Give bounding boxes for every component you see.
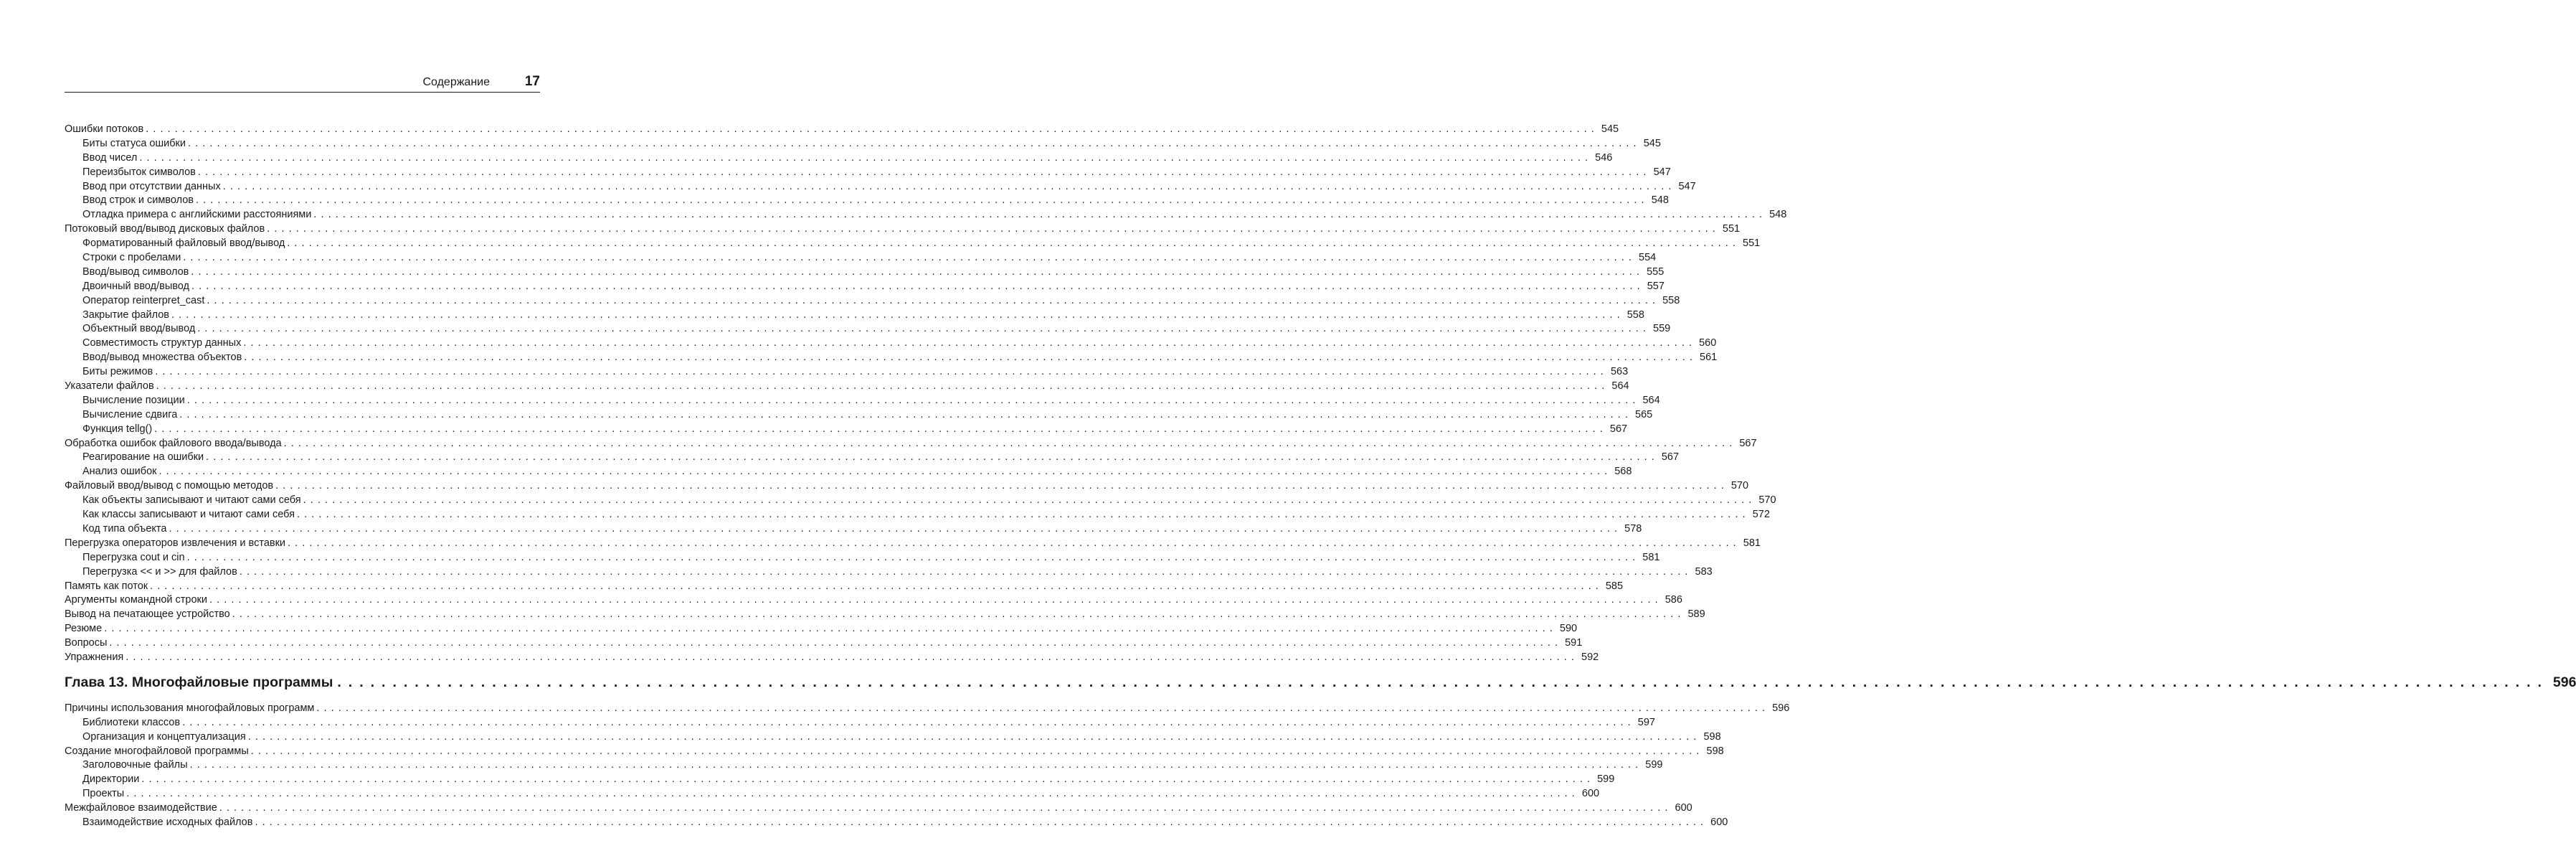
toc-entry-page: 567 xyxy=(1609,423,1628,435)
toc-entry[interactable] xyxy=(65,593,1682,608)
dot-leader: ........................................................................................................................................................................................................ xyxy=(296,509,1750,521)
toc-entry-title: Ввод/вывод множества объектов xyxy=(82,352,242,364)
dot-leader: ........................................................................................................................................................................................................ xyxy=(179,408,1632,420)
toc-entry-page: 600 xyxy=(1581,788,1600,800)
dot-leader: ........................................................................................................................................................................................................ xyxy=(247,730,1701,743)
dot-leader: ........................................................................................................................................................................................................ xyxy=(209,594,1662,606)
toc-entry-title: Упражнения xyxy=(65,651,124,663)
toc-entry-title: Заголовочные файлы xyxy=(82,759,188,771)
toc-entry[interactable] xyxy=(65,280,1665,294)
dot-leader: ........................................................................................................................................................................................................ xyxy=(186,394,1640,406)
toc-entry-title: Директории xyxy=(82,773,140,786)
toc-entry-page: 567 xyxy=(1661,451,1680,464)
dot-leader: ........................................................................................................................................................................................................ xyxy=(186,551,1640,563)
toc-entry[interactable] xyxy=(65,408,1653,423)
toc-entry-title: Биты режимов xyxy=(82,366,153,378)
dot-leader: ........................................................................................................................................................................................................ xyxy=(109,637,1563,649)
toc-entry[interactable] xyxy=(65,394,1660,408)
toc-entry-page: 548 xyxy=(1651,194,1669,207)
toc-entry[interactable] xyxy=(65,580,1624,594)
dot-leader: ........................................................................................................................................................................................................ xyxy=(267,223,1720,235)
dot-leader: ........................................................................................................................................................................................................ xyxy=(244,352,1697,364)
toc-entry-page: 563 xyxy=(1610,366,1629,378)
toc-entry-page: 591 xyxy=(1565,637,1583,649)
toc-entry[interactable] xyxy=(65,451,1680,465)
toc-entry[interactable] xyxy=(65,537,1761,551)
toc-entry-title: Оператор reinterpret_cast xyxy=(82,294,205,306)
toc-entry[interactable] xyxy=(65,208,1787,222)
toc-entry-page: 558 xyxy=(1626,309,1644,321)
toc-entry-page: 554 xyxy=(1639,252,1657,264)
toc-entry[interactable] xyxy=(65,166,1671,180)
toc-entry-title: Переизбыток символов xyxy=(82,166,196,178)
toc-entry-page: 589 xyxy=(1687,608,1705,621)
toc-entry-page: 590 xyxy=(1559,623,1578,635)
toc-entry-page: 561 xyxy=(1700,352,1718,364)
toc-entry-title: Ввод при отсутствии данных xyxy=(82,180,221,192)
dot-leader: ........................................................................................................................................................................................................ xyxy=(207,294,1660,306)
toc-entry-title: Ошибки потоков xyxy=(65,123,144,135)
toc-entry-title: Закрытие файлов xyxy=(82,309,169,321)
toc-entry-title: Ввод строк и символов xyxy=(82,194,194,207)
toc-entry[interactable] xyxy=(65,222,1741,237)
toc-entry-title: Объектный ввод/вывод xyxy=(82,323,196,335)
dot-leader: ........................................................................................................................................................................................................ xyxy=(187,137,1641,149)
toc-entry-page: 586 xyxy=(1665,594,1682,606)
toc-entry-page: 546 xyxy=(1595,151,1613,164)
toc-entry-page: 596 xyxy=(1772,702,1790,714)
toc-entry-page: 558 xyxy=(1662,294,1680,306)
toc-entry[interactable] xyxy=(65,745,1724,759)
toc-entry-title: Вычисление сдвига xyxy=(82,408,178,420)
toc-entry[interactable] xyxy=(65,294,1680,309)
toc-entry-title: Ввод чисел xyxy=(82,151,138,164)
toc-entry-page: 599 xyxy=(1597,773,1615,786)
toc-entry-title: Взаимодействие исходных файлов xyxy=(82,816,253,828)
toc-entry[interactable] xyxy=(65,194,1669,208)
dot-leader: ........................................................................................................................................................................................................ xyxy=(126,788,1579,800)
toc-entry[interactable] xyxy=(65,773,1615,787)
toc-entry-page: 578 xyxy=(1624,522,1642,535)
toc-entry-page: 557 xyxy=(1647,280,1665,292)
toc-entry[interactable] xyxy=(65,622,1578,636)
dot-leader: ........................................................................................................................................................................................................ xyxy=(171,309,1624,321)
toc-entry-page: 548 xyxy=(1769,209,1787,221)
toc-entry[interactable] xyxy=(65,180,1696,194)
toc-entry[interactable] xyxy=(65,337,1717,351)
header-page-number: 17 xyxy=(524,74,540,89)
toc-entry-title: Биты статуса ошибки xyxy=(82,137,186,149)
dot-leader: ........................................................................................................................................................................................................ xyxy=(183,252,1637,264)
toc-entry-page: 567 xyxy=(1739,437,1757,449)
toc-entry-page: 551 xyxy=(1743,237,1761,250)
toc-entry-title: Перегрузка cout и cin xyxy=(82,551,185,563)
toc-entry[interactable] xyxy=(65,787,1600,801)
dot-leader: ........................................................................................................................................................................................................ xyxy=(243,337,1697,349)
dot-leader: ........................................................................................................................................................................................................ xyxy=(156,380,1609,392)
toc-section-1 xyxy=(65,123,1787,665)
dot-leader: ........................................................................................................................................................................................................ xyxy=(222,180,1676,192)
toc-entry[interactable] xyxy=(65,508,1770,522)
toc-entry[interactable] xyxy=(65,309,1644,323)
toc-entry-page: 592 xyxy=(1581,651,1599,663)
toc-entry[interactable] xyxy=(65,816,1728,830)
toc-entry-title: Перегрузка операторов извлечения и вставки xyxy=(65,537,286,549)
chapter-page: 596 xyxy=(2552,674,2576,690)
toc-entry-page: 585 xyxy=(1605,580,1624,592)
table-of-contents xyxy=(65,123,2576,830)
toc-entry-title: Создание многофайловой программы xyxy=(65,745,249,757)
dot-leader: ........................................................................................................................................................................................................ xyxy=(155,366,1608,378)
toc-entry-title: Реагирование на ошибки xyxy=(82,451,204,464)
toc-entry-title: Организация и концептуализация xyxy=(82,730,246,743)
toc-entry-page: 572 xyxy=(1752,509,1770,521)
dot-leader: ........................................................................................................................................................................................................ xyxy=(255,816,1708,828)
toc-entry[interactable] xyxy=(65,565,1713,580)
toc-entry-title: Отладка примера с английскими расстояниями xyxy=(82,209,312,221)
toc-entry-page: 547 xyxy=(1678,180,1696,192)
dot-leader: ........................................................................................................................................................................................................ xyxy=(182,716,1635,728)
dot-leader: ........................................................................................................................................................................................................ xyxy=(197,166,1651,178)
toc-entry[interactable] xyxy=(65,651,1599,665)
toc-entry[interactable] xyxy=(65,437,1757,451)
dot-leader: ........................................................................................................................................................................................................ xyxy=(275,480,1728,492)
toc-entry[interactable] xyxy=(65,551,1660,565)
toc-entry-title: Функция tellg() xyxy=(82,423,153,435)
dot-leader: ........................................................................................................................................................................................................ xyxy=(169,522,1622,535)
toc-entry-title: Резюме xyxy=(65,623,103,635)
toc-entry[interactable] xyxy=(65,123,1619,137)
chapter-title: Глава 13. Многофайловые программы xyxy=(65,674,333,690)
toc-entry-title: Обработка ошибок файлового ввода/вывода xyxy=(65,437,282,449)
dot-leader: ........................................................................................................................................................................................................ xyxy=(104,623,1557,635)
toc-entry-page: 545 xyxy=(1601,123,1619,135)
toc-entry-page: 547 xyxy=(1653,166,1671,178)
toc-entry[interactable] xyxy=(65,265,1665,280)
toc-entry[interactable] xyxy=(65,351,1718,365)
toc-entry[interactable] xyxy=(65,380,1629,394)
chapter-heading[interactable] xyxy=(65,672,2576,692)
toc-entry-title: Строки с пробелами xyxy=(82,252,181,264)
toc-entry-page: 564 xyxy=(1611,380,1629,392)
running-header xyxy=(65,75,540,93)
toc-entry-title: Библиотеки классов xyxy=(82,716,181,728)
toc-entry-page: 564 xyxy=(1642,394,1660,406)
toc-entry-page: 565 xyxy=(1635,408,1653,420)
dot-leader: ........................................................................................................................................................................................................ xyxy=(158,466,1612,478)
toc-entry-page: 583 xyxy=(1695,565,1713,578)
dot-leader: ........................................................................................................................................................................................................ xyxy=(232,608,1685,621)
toc-entry-title: Вычисление позиции xyxy=(82,394,185,406)
dot-leader: ........................................................................................................................................................................................................ xyxy=(313,209,1767,221)
dot-leader: ........................................................................................................................................................................................................ xyxy=(288,537,1741,549)
dot-leader: ........................................................................................................................................................................................................ xyxy=(154,423,1607,435)
dot-leader: ........................................................................................................................................................................................................ xyxy=(146,123,1599,135)
toc-entry-title: Ввод/вывод символов xyxy=(82,265,189,278)
dot-leader: ........................................................................................................................................................................................................ xyxy=(191,280,1644,292)
toc-entry[interactable] xyxy=(65,730,1721,745)
toc-entry-title: Память как поток xyxy=(65,580,148,592)
toc-entry[interactable] xyxy=(65,151,1613,166)
toc-entry-page: 570 xyxy=(1730,480,1749,492)
toc-entry-title: Межфайловое взаимодействие xyxy=(65,802,217,814)
dot-leader: ........................................................................................................................................................................................................ xyxy=(141,773,1595,786)
toc-entry-page: 551 xyxy=(1722,223,1741,235)
toc-entry-page: 600 xyxy=(1710,816,1728,828)
toc-entry[interactable] xyxy=(65,801,1692,816)
dot-leader: ........................................................................................................................................................................................................ xyxy=(337,674,2549,690)
dot-leader: ........................................................................................................................................................................................................ xyxy=(287,237,1741,250)
dot-leader: ........................................................................................................................................................................................................ xyxy=(206,451,1659,464)
toc-entry-title: Анализ ошибок xyxy=(82,466,157,478)
toc-entry-title: Потоковый ввод/вывод дисковых файлов xyxy=(65,223,265,235)
toc-entry-page: 545 xyxy=(1643,137,1661,149)
toc-entry-page: 598 xyxy=(1703,730,1721,743)
dot-leader: ........................................................................................................................................................................................................ xyxy=(139,151,1593,164)
dot-leader: ........................................................................................................................................................................................................ xyxy=(126,651,1578,663)
toc-entry[interactable] xyxy=(65,465,1632,479)
toc-entry-page: 581 xyxy=(1743,537,1761,549)
toc-entry-title: Двоичный ввод/вывод xyxy=(82,280,189,292)
toc-entry-title: Как объекты записывают и читают сами себя xyxy=(82,494,301,507)
toc-entry[interactable] xyxy=(65,237,1761,251)
dot-leader: ........................................................................................................................................................................................................ xyxy=(316,702,1770,714)
toc-entry-page: 555 xyxy=(1647,265,1665,278)
dot-leader: ........................................................................................................................................................................................................ xyxy=(239,565,1692,578)
toc-entry[interactable] xyxy=(65,322,1671,337)
toc-entry[interactable] xyxy=(65,702,1790,716)
toc-entry[interactable] xyxy=(65,608,1705,622)
toc-entry-title: Код типа объекта xyxy=(82,522,167,535)
toc-entry-title: Вывод на печатающее устройство xyxy=(65,608,230,621)
toc-entry-title: Проекты xyxy=(82,788,125,800)
toc-entry-page: 598 xyxy=(1706,745,1724,757)
toc-entry[interactable] xyxy=(65,636,1583,651)
toc-entry-page: 568 xyxy=(1614,466,1632,478)
dot-leader: ........................................................................................................................................................................................................ xyxy=(195,194,1649,207)
toc-entry[interactable] xyxy=(65,522,1642,537)
header-title: Содержание xyxy=(422,76,490,88)
toc-entry[interactable] xyxy=(65,479,1749,494)
dot-leader: ........................................................................................................................................................................................................ xyxy=(197,323,1651,335)
toc-entry[interactable] xyxy=(65,494,1776,508)
dot-leader: ........................................................................................................................................................................................................ xyxy=(150,580,1603,592)
toc-entry-title: Вопросы xyxy=(65,637,108,649)
toc-entry-page: 559 xyxy=(1653,323,1671,335)
toc-entry-title: Указатели файлов xyxy=(65,380,154,392)
toc-entry[interactable] xyxy=(65,758,1663,773)
dot-leader: ........................................................................................................................................................................................................ xyxy=(219,802,1672,814)
toc-entry-title: Причины использования многофайловых программ xyxy=(65,702,315,714)
toc-entry-title: Перегрузка << и >> для файлов xyxy=(82,565,237,578)
toc-entry[interactable] xyxy=(65,137,1661,151)
toc-entry-page: 600 xyxy=(1675,802,1692,814)
dot-leader: ........................................................................................................................................................................................................ xyxy=(303,494,1756,507)
dot-leader: ........................................................................................................................................................................................................ xyxy=(189,759,1643,771)
toc-section-2 xyxy=(65,702,1790,830)
toc-entry-page: 599 xyxy=(1645,759,1663,771)
toc-entry-title: Аргументы командной строки xyxy=(65,594,207,606)
toc-entry[interactable] xyxy=(65,423,1628,437)
toc-entry[interactable] xyxy=(65,251,1657,265)
toc-entry-title: Файловый ввод/вывод с помощью методов xyxy=(65,480,274,492)
toc-entry-title: Совместимость структур данных xyxy=(82,337,242,349)
dot-leader: ........................................................................................................................................................................................................ xyxy=(283,437,1737,449)
toc-entry[interactable] xyxy=(65,716,1655,730)
toc-entry-page: 560 xyxy=(1699,337,1717,349)
toc-entry-page: 597 xyxy=(1637,716,1655,728)
toc-entry-page: 581 xyxy=(1642,551,1660,563)
toc-entry-title: Как классы записывают и читают сами себя xyxy=(82,509,295,521)
toc-entry-page: 570 xyxy=(1758,494,1776,507)
toc-entry-title: Форматированный файловый ввод/вывод xyxy=(82,237,285,250)
toc-entry[interactable] xyxy=(65,365,1629,380)
dot-leader: ........................................................................................................................................................................................................ xyxy=(250,745,1704,757)
dot-leader: ........................................................................................................................................................................................................ xyxy=(191,265,1644,278)
